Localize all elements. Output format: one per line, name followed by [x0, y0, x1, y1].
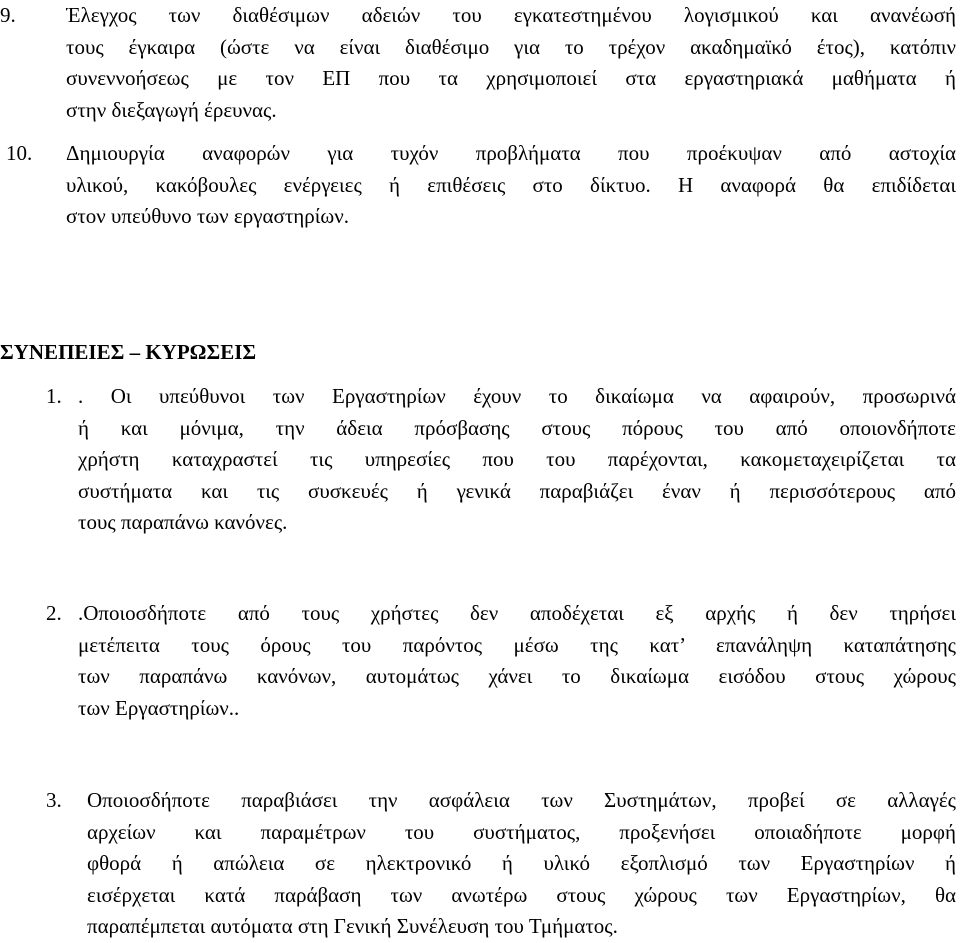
item-text-line: παραπέμπεται αυτόματα στη Γενική Συνέλευση του Τμήματος.: [87, 914, 618, 938]
item-number: 10.: [6, 141, 33, 165]
item-number: 2.: [46, 601, 62, 625]
item-number: 1.: [46, 384, 62, 408]
item-number: 9.: [0, 3, 16, 27]
item-text-line: Οποιοσδήποτε παραβιάσει την ασφάλεια των Συστημάτων, προβεί σε αλλαγές: [87, 788, 956, 812]
item-text-line: υλικού, κακόβουλες ενέργειες ή επιθέσεις στο δίκτυο. Η αναφορά θα επιδίδεται: [66, 172, 956, 197]
item-text-line: στον υπεύθυνο των εργαστηρίων.: [66, 204, 349, 228]
sanction-item-2: [0, 598, 958, 724]
item-text-line: τους παραπάνω κανόνες.: [78, 510, 288, 534]
item-number: 3.: [46, 788, 62, 812]
item-text-line: τους έγκαιρα (ώστε να είναι διαθέσιμο για το τρέχον ακαδημαϊκό έτος), κατόπιν: [66, 34, 956, 59]
item-text-line: φθορά ή απώλεια σε ηλεκτρονικό ή υλικό εξοπλισμό των Εργαστηρίων ή: [87, 851, 956, 875]
sanction-item-3: [0, 785, 958, 943]
item-text-line: . Οι υπεύθυνοι των Εργαστηρίων έχουν το δικαίωμα να αφαιρούν, προσωρινά: [78, 384, 956, 408]
section-heading: ΣΥΝΕΠΕΙΕΣ – ΚΥΡΩΣΕΙΣ: [0, 340, 257, 364]
sanction-item-1: [0, 381, 958, 539]
item-text-line: των Εργαστηρίων..: [78, 695, 240, 720]
item-text-line: ή και μόνιμα, την άδεια πρόσβασης στους πόρους του από οποιονδήποτε: [78, 415, 956, 440]
item-text-line: συστήματα και τις συσκευές ή γενικά παραβιάζει έναν ή περισσότερους από: [78, 478, 956, 503]
list-item-9: [0, 0, 958, 126]
item-text-line: των παραπάνω κανόνων, αυτομάτως χάνει το δικαίωμα εισόδου στους χώρους: [78, 664, 956, 688]
item-text-line: αρχείων και παραμέτρων του συστήματος, προξενήσει οποιαδήποτε μορφή: [87, 819, 956, 844]
item-text-line: στην διεξαγωγή έρευνας.: [66, 97, 277, 122]
list-item-10: [0, 138, 958, 233]
item-text-line: χρήστη καταχραστεί τις υπηρεσίες που του παρέχονται, κακομεταχειρίζεται τα: [78, 447, 956, 471]
item-text-line: συνεννοήσεως με τον ΕΠ που τα χρησιμοποιεί στα εργαστηριακά μαθήματα ή: [66, 66, 956, 90]
item-text-line: μετέπειτα τους όρους του παρόντος μέσω της κατ’ επανάληψη καταπάτησης: [78, 632, 956, 657]
item-text-line: Δημιουργία αναφορών για τυχόν προβλήματα που προέκυψαν από αστοχία: [66, 141, 956, 165]
item-text-line: εισέρχεται κατά παράβαση των ανωτέρω στους χώρους των Εργαστηρίων, θα: [87, 882, 956, 907]
item-text-line: Έλεγχος των διαθέσιμων αδειών του εγκατεστημένου λογισμικού και ανανέωσή: [66, 3, 956, 27]
item-text-line: .Οποιοσδήποτε από τους χρήστες δεν αποδέχεται εξ αρχής ή δεν τηρήσει: [78, 601, 956, 625]
